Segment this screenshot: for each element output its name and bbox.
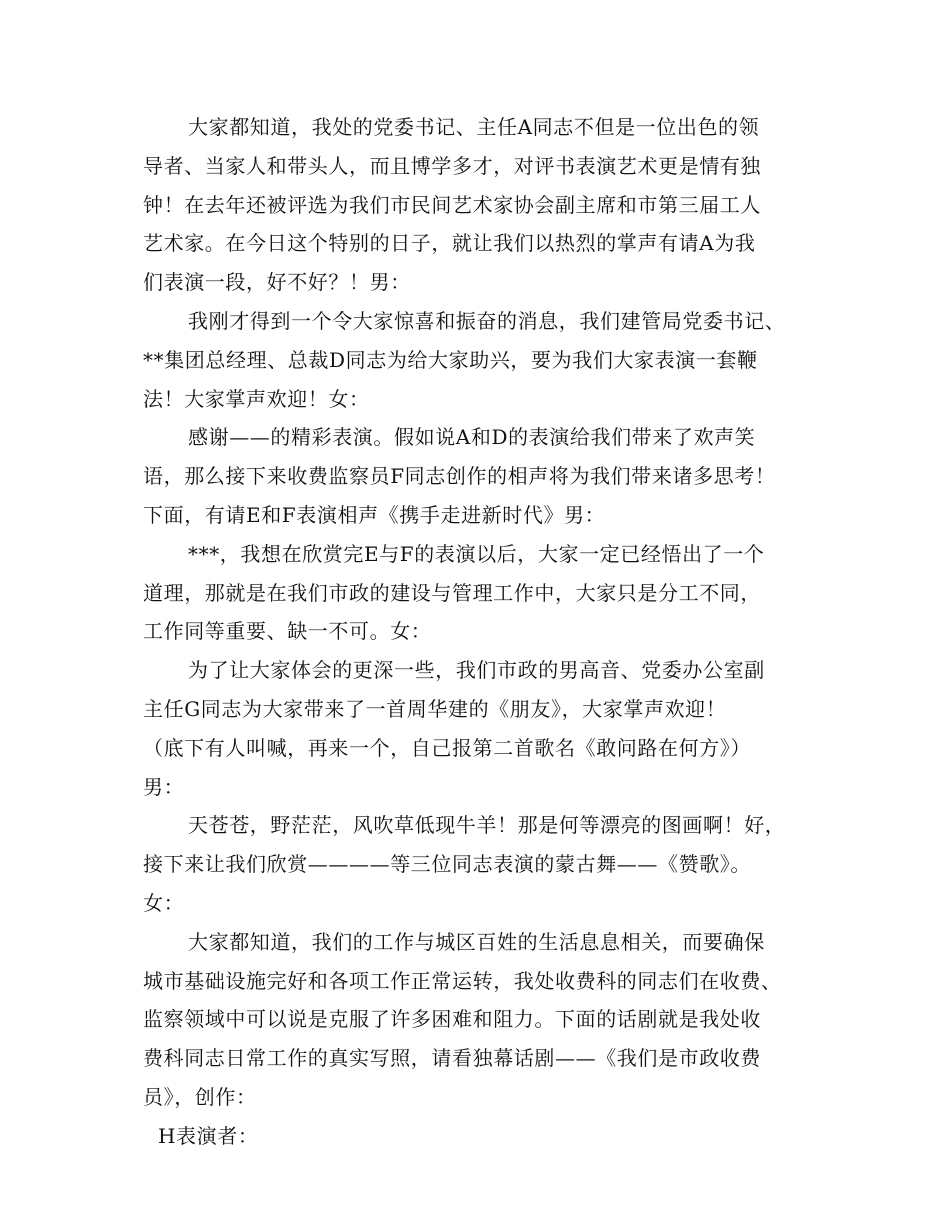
paragraph-4 <box>143 535 813 651</box>
text-line: 大家都知道，我们的工作与城区百姓的生活息息相关，而要确保 <box>188 929 765 954</box>
text-line: 工作同等重要、缺一不可。女： <box>143 619 432 644</box>
text-line: 们表演一段，好不好？！男： <box>143 270 411 295</box>
text-line: 接下来让我们欣赏————等三位同志表演的蒙古舞——《赞歌》。 <box>143 852 751 877</box>
text-line: 导者、当家人和带头人，而且博学多才，对评书表演艺术更是情有独 <box>143 153 761 178</box>
text-line: 为了让大家体会的更深一些，我们市政的男高音、党委办公室副 <box>188 658 765 683</box>
text-line: 城市基础设施完好和各项工作正常运转，我处收费科的同志们在收费、 <box>143 968 782 993</box>
text-line: ***，我想在欣赏完E与F的表演以后，大家一定已经悟出了一个 <box>188 541 765 566</box>
text-line: 艺术家。在今日这个特别的日子，就让我们以热烈的掌声有请A为我 <box>143 231 756 256</box>
text-line: 道理，那就是在我们市政的建设与管理工作中，大家只是分工不同， <box>143 580 761 605</box>
text-line: 监察领域中可以说是克服了许多困难和阻力。下面的话剧就是我处收 <box>143 1007 761 1032</box>
text-line: 大家都知道，我处的党委书记、主任A同志不但是一位出色的领 <box>188 115 760 139</box>
document-page <box>143 108 813 1156</box>
text-line: 法！大家掌声欢迎！女： <box>143 386 370 411</box>
text-line: 天苍苍，野茫茫，风吹草低现牛羊！那是何等漂亮的图画啊！好， <box>188 813 786 838</box>
text-line: （底下有人叫喊，再来一个，自己报第二首歌名《敢问路在何方》） <box>143 735 751 760</box>
text-line: **集团总经理、总裁D同志为给大家助兴，要为我们大家表演一套鞭 <box>143 347 758 372</box>
paragraph-5 <box>143 651 813 806</box>
text-line: 男： <box>143 774 185 799</box>
text-line: 感谢——的精彩表演。假如说A和D的表演给我们带来了欢声笑 <box>188 425 756 450</box>
paragraph-7 <box>143 923 813 1117</box>
paragraph-3 <box>143 418 813 534</box>
paragraph-6 <box>143 806 813 922</box>
text-line: 员》，创作： <box>143 1084 257 1109</box>
paragraph-8 <box>143 1117 813 1156</box>
paragraph-1 <box>143 108 813 302</box>
paragraph-2 <box>143 302 813 418</box>
text-line: 语，那么接下来收费监察员F同志创作的相声将为我们带来诸多思考！ <box>143 464 776 489</box>
text-line: 下面，有请E和F表演相声《携手走进新时代》男： <box>143 502 606 527</box>
text-line: 我刚才得到一个令大家惊喜和振奋的消息，我们建管局党委书记、 <box>188 308 786 333</box>
text-line: 费科同志日常工作的真实写照，请看独幕话剧——《我们是市政收费 <box>143 1046 761 1071</box>
text-line: 钟！在去年还被评选为我们市民间艺术家协会副主席和市第三届工人 <box>143 192 761 217</box>
text-line: 女： <box>143 890 185 915</box>
text-line: 主任G同志为大家带来了一首周华建的《朋友》，大家掌声欢迎！ <box>143 696 727 721</box>
text-line: H表演者： <box>158 1123 259 1148</box>
